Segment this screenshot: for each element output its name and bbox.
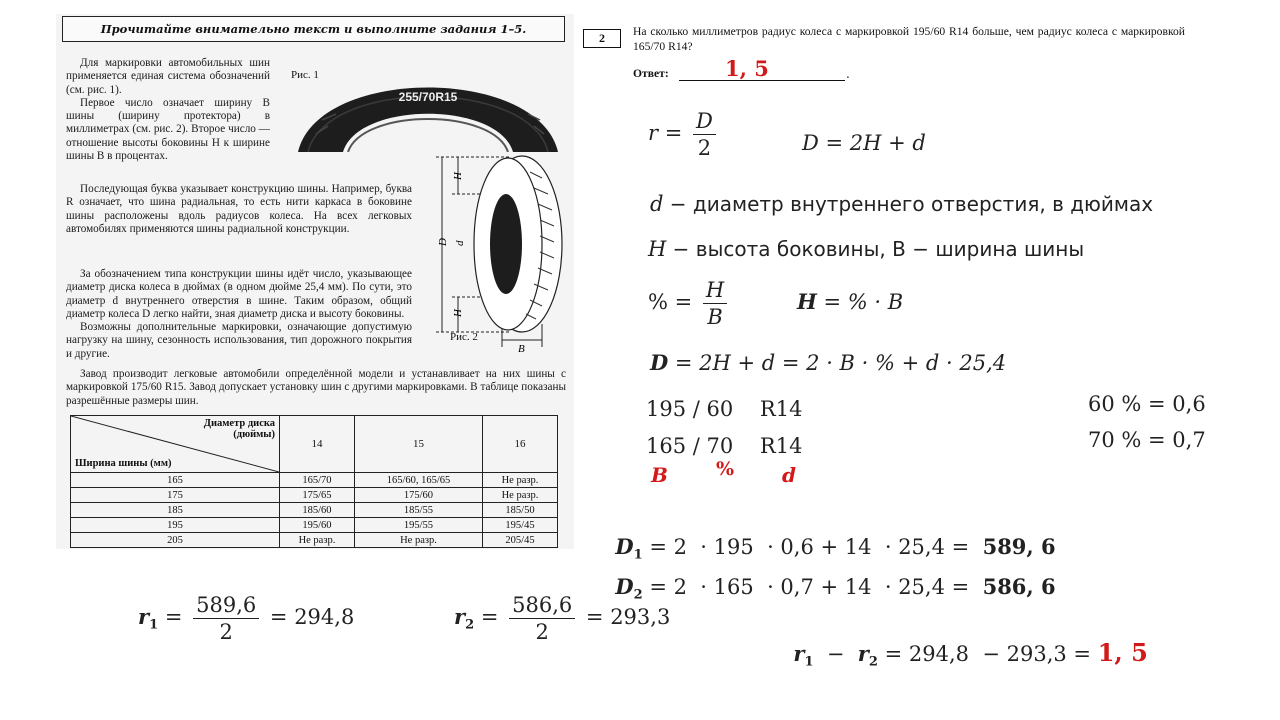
formula-D: D = 2H + d <box>802 131 926 155</box>
paragraph-2: Первое число означает ширину B шины (ширину протектора) в миллиметрах (см. рис. 2). Второе число — отношение высоты боковины H к ширине шины B в процентах. <box>66 96 270 163</box>
pct-lhs: % = <box>648 290 693 315</box>
diff-value: 1, 5 <box>1097 638 1148 667</box>
fig2-letter-D: D <box>437 238 449 246</box>
pct-70: 70 % = 0,7 <box>1088 428 1206 452</box>
r-num: D <box>693 110 716 135</box>
table-cell: 205/45 <box>483 533 558 548</box>
r-fraction <box>693 110 716 159</box>
paragraph-4: За обозначением типа конструкции шины идёт число, указывающее диаметр диска колеса в дюймах (в одном дюйме 25,4 мм). По сути, это диаметр d внутреннего отверстия в шине. Таким образом, общий диаметр колеса D легко найти, зная диаметр диска и высоту боковины. <box>66 268 412 320</box>
table-cell: Не разр. <box>280 533 355 548</box>
formula-r <box>648 110 720 159</box>
col-header: 16 <box>483 416 558 473</box>
D-bold: D <box>650 350 669 375</box>
table-cell: 185/55 <box>354 503 482 518</box>
r2-den: 2 <box>535 620 549 645</box>
d-def-text: − диаметр внутреннего отверстия, в дюймах <box>663 192 1154 216</box>
D1-value: 589, 6 <box>982 534 1056 559</box>
table-row <box>71 503 558 518</box>
row-width: 165 <box>71 473 280 488</box>
table-row <box>71 488 558 503</box>
formula-H <box>797 289 903 314</box>
d-definition <box>650 192 1153 216</box>
answer-dot: . <box>846 67 850 81</box>
row-width: 185 <box>71 503 280 518</box>
pct-fraction <box>703 279 727 328</box>
pct-den: B <box>707 305 723 330</box>
D1-symbol: D <box>615 534 634 559</box>
formula-difference: $r_1 - r_2 = 294,8 - 293,3 = 1$, 5 <box>793 638 1148 670</box>
table-row <box>71 518 558 533</box>
answer-value: 1, 5 <box>725 56 769 81</box>
D2-expr: = 2 · 165 · 0,7 + 14 · 25,4 = <box>642 575 983 599</box>
task-number-box: 2 <box>583 29 621 48</box>
H-definition <box>648 237 1084 261</box>
r1-den: 2 <box>219 620 233 645</box>
paragraph-1: Для маркировки автомобильных шин применяется единая система обозначений (см. рис. 1). <box>66 57 270 96</box>
paragraph-3: Последующая буква указывает конструкцию шины. Например, буква R означает, что шина радиальная, то есть нити каркаса в боковине шины расположены вдоль радиусов колеса. На всех легковых автомобилях применяются шины радиальной конструкции. <box>66 183 412 235</box>
pct-num: H <box>703 279 727 304</box>
D2-sub: 2 <box>633 587 643 603</box>
r2-num: 586,6 <box>509 594 575 619</box>
pct-60: 60 % = 0,6 <box>1088 392 1206 416</box>
answer-label: Ответ: <box>633 67 669 80</box>
r1-num: 589,6 <box>193 594 259 619</box>
tire-size-table <box>70 415 558 548</box>
r1-symbol: r <box>138 604 150 630</box>
formula-r2: $r_2$ = $\frac{586,6}{2}$ = 293,3 <box>454 593 671 645</box>
row-width: 175 <box>71 488 280 503</box>
paragraph-6: Завод производит легковые автомобили определённой модели и устанавливает на них шины с маркировкой 175/60 R15. Завод допускает установку шин с другими маркировками. В таблице показаны разрешённые размеры шин. <box>66 368 566 407</box>
r2-symbol: r <box>454 604 466 630</box>
table-cell: 185/60 <box>280 503 355 518</box>
row-width: 205 <box>71 533 280 548</box>
table-cell: 165/60, 165/65 <box>354 473 482 488</box>
diff-r2-sub: 2 <box>868 654 878 670</box>
fig2-letter-h-bottom: H <box>452 309 464 317</box>
r1-fraction <box>193 594 259 643</box>
text-column-low <box>66 268 412 361</box>
text-column-top <box>66 57 270 163</box>
fig2-letter-d: d <box>454 240 466 246</box>
table-cell: Не разр. <box>354 533 482 548</box>
table-cell: 175/60 <box>354 488 482 503</box>
table-cell: 195/45 <box>483 518 558 533</box>
fig2-letter-h-top: H <box>452 172 464 180</box>
table-corner-cell <box>71 416 280 473</box>
r-den: 2 <box>697 136 712 161</box>
corner-bottom-label: Ширина шины (мм) <box>75 458 172 469</box>
text-column-bottom <box>66 368 566 408</box>
r1-sub: 1 <box>149 617 159 633</box>
text-column-mid <box>66 183 412 236</box>
formula-D-expanded <box>650 350 1006 375</box>
formula-percent <box>648 279 731 328</box>
r2-sub: 2 <box>465 617 475 633</box>
table-cell: 195/60 <box>280 518 355 533</box>
diff-r1-sub: 1 <box>804 654 814 670</box>
D1-sub: 1 <box>633 547 643 563</box>
H-bold: H <box>797 289 817 314</box>
table-cell: 185/50 <box>483 503 558 518</box>
diff-expr: = 294,8 − 293,3 = <box>877 642 1098 666</box>
diff-r2-symbol: r <box>857 641 869 666</box>
col-header: 14 <box>280 416 355 473</box>
corner-top-label: Диаметр диска (дюймы) <box>203 418 275 440</box>
table-cell: 165/70 <box>280 473 355 488</box>
label-d: d <box>782 463 796 487</box>
diff-r1-symbol: r <box>793 641 805 666</box>
r2-result: = 293,3 <box>585 605 671 630</box>
tire-figure-2 <box>430 152 570 352</box>
tire-marking-text: 255/70R15 <box>398 90 458 104</box>
H-def-text: − высота боковины, В − ширина шины <box>666 237 1085 261</box>
table-row <box>71 533 558 548</box>
task-question: На сколько миллиметров радиус колеса с маркировкой 195/60 R14 больше, чем радиус колеса с маркировкой 165/70 R14? <box>633 25 1185 53</box>
table-row <box>71 473 558 488</box>
r2-fraction <box>509 594 575 643</box>
d-def-symbol: d <box>650 192 664 216</box>
r1-result: = 294,8 <box>269 605 355 630</box>
scan-header: Прочитайте внимательно текст и выполните задания 1–5. <box>62 16 565 42</box>
fig2-letter-B: B <box>518 343 525 352</box>
tire-figure-1 <box>288 56 568 152</box>
H-def-symbol: H <box>648 237 667 261</box>
row-width: 195 <box>71 518 280 533</box>
r-lhs: r = <box>648 121 683 146</box>
fig1-label: Рис. 1 <box>291 69 319 81</box>
label-B: B <box>651 463 668 487</box>
marking-2: 165 / 70 R14 <box>646 434 803 458</box>
D1-expr: = 2 · 195 · 0,6 + 14 · 25,4 = <box>642 535 983 559</box>
table-cell: Не разр. <box>483 488 558 503</box>
formula-r1: $r_1$ = $\frac{589,6}{2}$ = 294,8 <box>138 593 355 645</box>
D2-symbol: D <box>615 574 634 599</box>
table-cell: 195/55 <box>354 518 482 533</box>
col-header: 15 <box>354 416 482 473</box>
table-cell: Не разр. <box>483 473 558 488</box>
H-rhs: = % · B <box>816 290 904 314</box>
D-rhs: = 2H + d = 2 · B · % + d · 25,4 <box>668 351 1007 375</box>
label-percent: % <box>716 458 735 480</box>
marking-1: 195 / 60 R14 <box>646 397 803 421</box>
D2-value: 586, 6 <box>982 574 1056 599</box>
paragraph-5: Возможны дополнительные маркировки, означающие допустимую нагрузку на шину, сезонность использования, тип дорожного покрытия и другие. <box>66 321 412 360</box>
fig2-label: Рис. 2 <box>450 331 478 343</box>
table-cell: 175/65 <box>280 488 355 503</box>
